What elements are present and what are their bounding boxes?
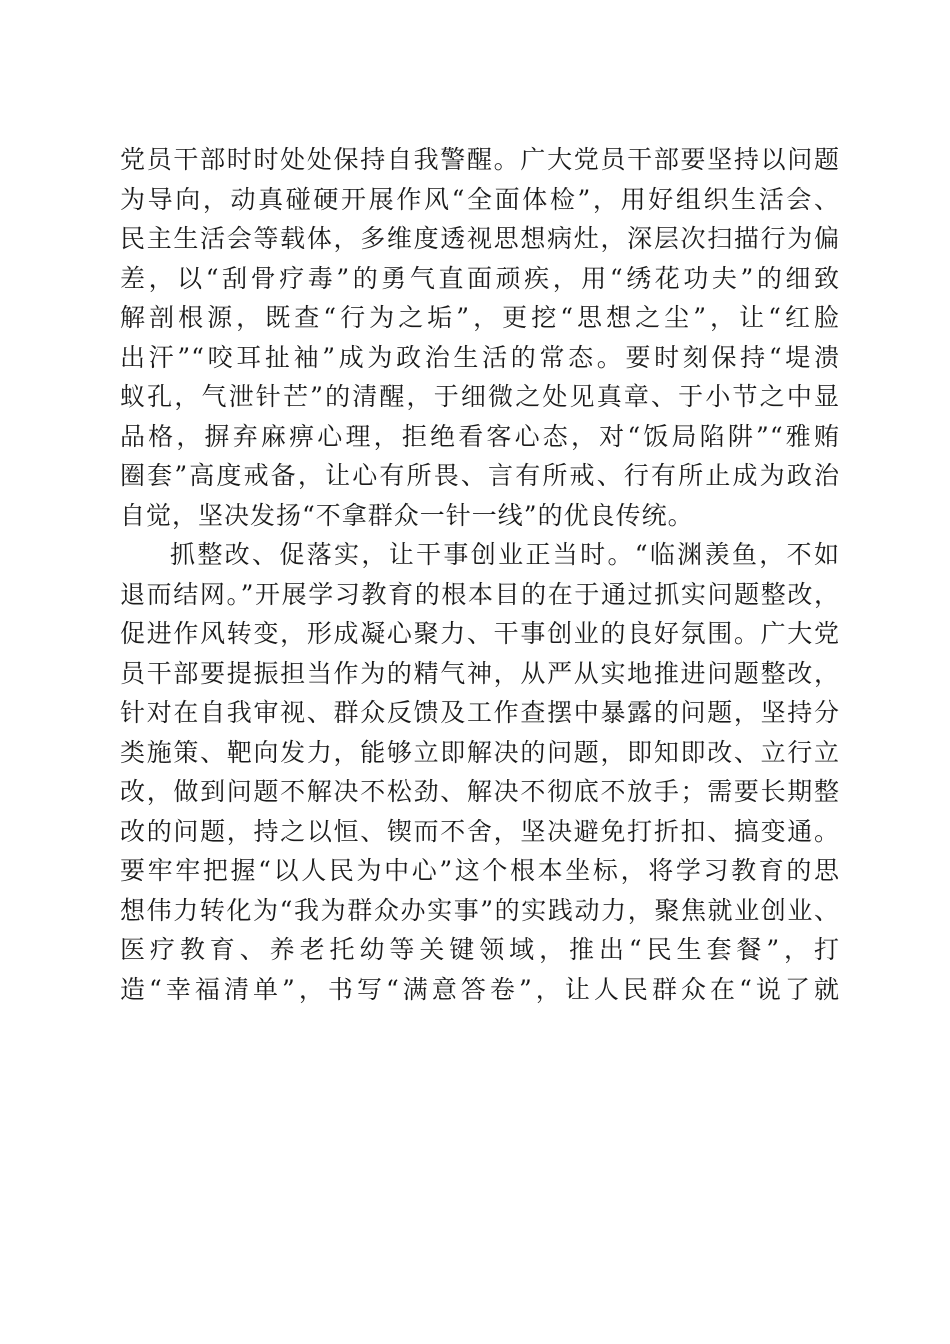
text-line: 要牢牢把握“以人民为中心”这个根本坐标，将学习教育的思 <box>120 856 840 885</box>
text-line: 为导向，动真碰硬开展作风“全面体检”，用好组织生活会、 <box>120 184 840 214</box>
paragraph-1 <box>120 140 840 535</box>
text-line: 差，以“刮骨疗毒”的勇气直面顽疾，用“绣花功夫”的细致 <box>120 263 840 293</box>
text-line: 改，做到问题不解决不松劲、解决不彻底不放手；需要长期整 <box>120 777 840 806</box>
text-line: 医疗教育、养老托幼等关键领域，推出“民生套餐”，打 <box>120 935 840 964</box>
text-line: 自觉，坚决发扬“不拿群众一针一线”的优良传统。 <box>120 500 694 530</box>
text-line: 圈套”高度戒备，让心有所畏、言有所戒、行有所止成为政治 <box>120 461 840 490</box>
text-line: 出汗”“咬耳扯袖”成为政治生活的常态。要时刻保持“堤溃 <box>120 342 840 372</box>
text-line: 解剖根源，既查“行为之垢”，更挖“思想之尘”，让“红脸 <box>120 303 840 332</box>
body-text <box>120 140 840 1009</box>
text-line: 员干部要提振担当作为的精气神，从严从实地推进问题整改， <box>120 658 840 688</box>
text-line: 造“幸福清单”，书写“满意答卷”，让人民群众在“说了就 <box>120 974 840 1004</box>
text-line: 民主生活会等载体，多维度透视思想病灶，深层次扫描行为偏 <box>120 224 840 253</box>
text-line: 针对在自我审视、群众反馈及工作查摆中暴露的问题，坚持分 <box>120 698 840 727</box>
text-line: 改的问题，持之以恒、锲而不舍，坚决避免打折扣、搞变通。 <box>120 816 840 846</box>
text-line: 品格，摒弃麻痹心理，拒绝看客心态，对“饭局陷阱”“雅贿 <box>120 421 840 451</box>
text-line: 类施策、靶向发力，能够立即解决的问题，即知即改、立行立 <box>120 737 840 767</box>
paragraph-2 <box>120 535 840 1009</box>
text-line: 退而结网。”开展学习教育的根本目的在于通过抓实问题整改， <box>120 579 840 609</box>
text-line: 抓整改、促落实，让干事创业正当时。“临渊羡鱼，不如 <box>170 540 840 569</box>
text-line: 党员干部时时处处保持自我警醒。广大党员干部要坚持以问题 <box>120 145 840 174</box>
text-line: 促进作风转变，形成凝心聚力、干事创业的良好氛围。广大党 <box>120 619 840 648</box>
text-line: 蚁孔，气泄针芒”的清醒，于细微之处见真章、于小节之中显 <box>120 382 840 411</box>
text-line: 想伟力转化为“我为群众办实事”的实践动力，聚焦就业创业、 <box>120 895 840 925</box>
